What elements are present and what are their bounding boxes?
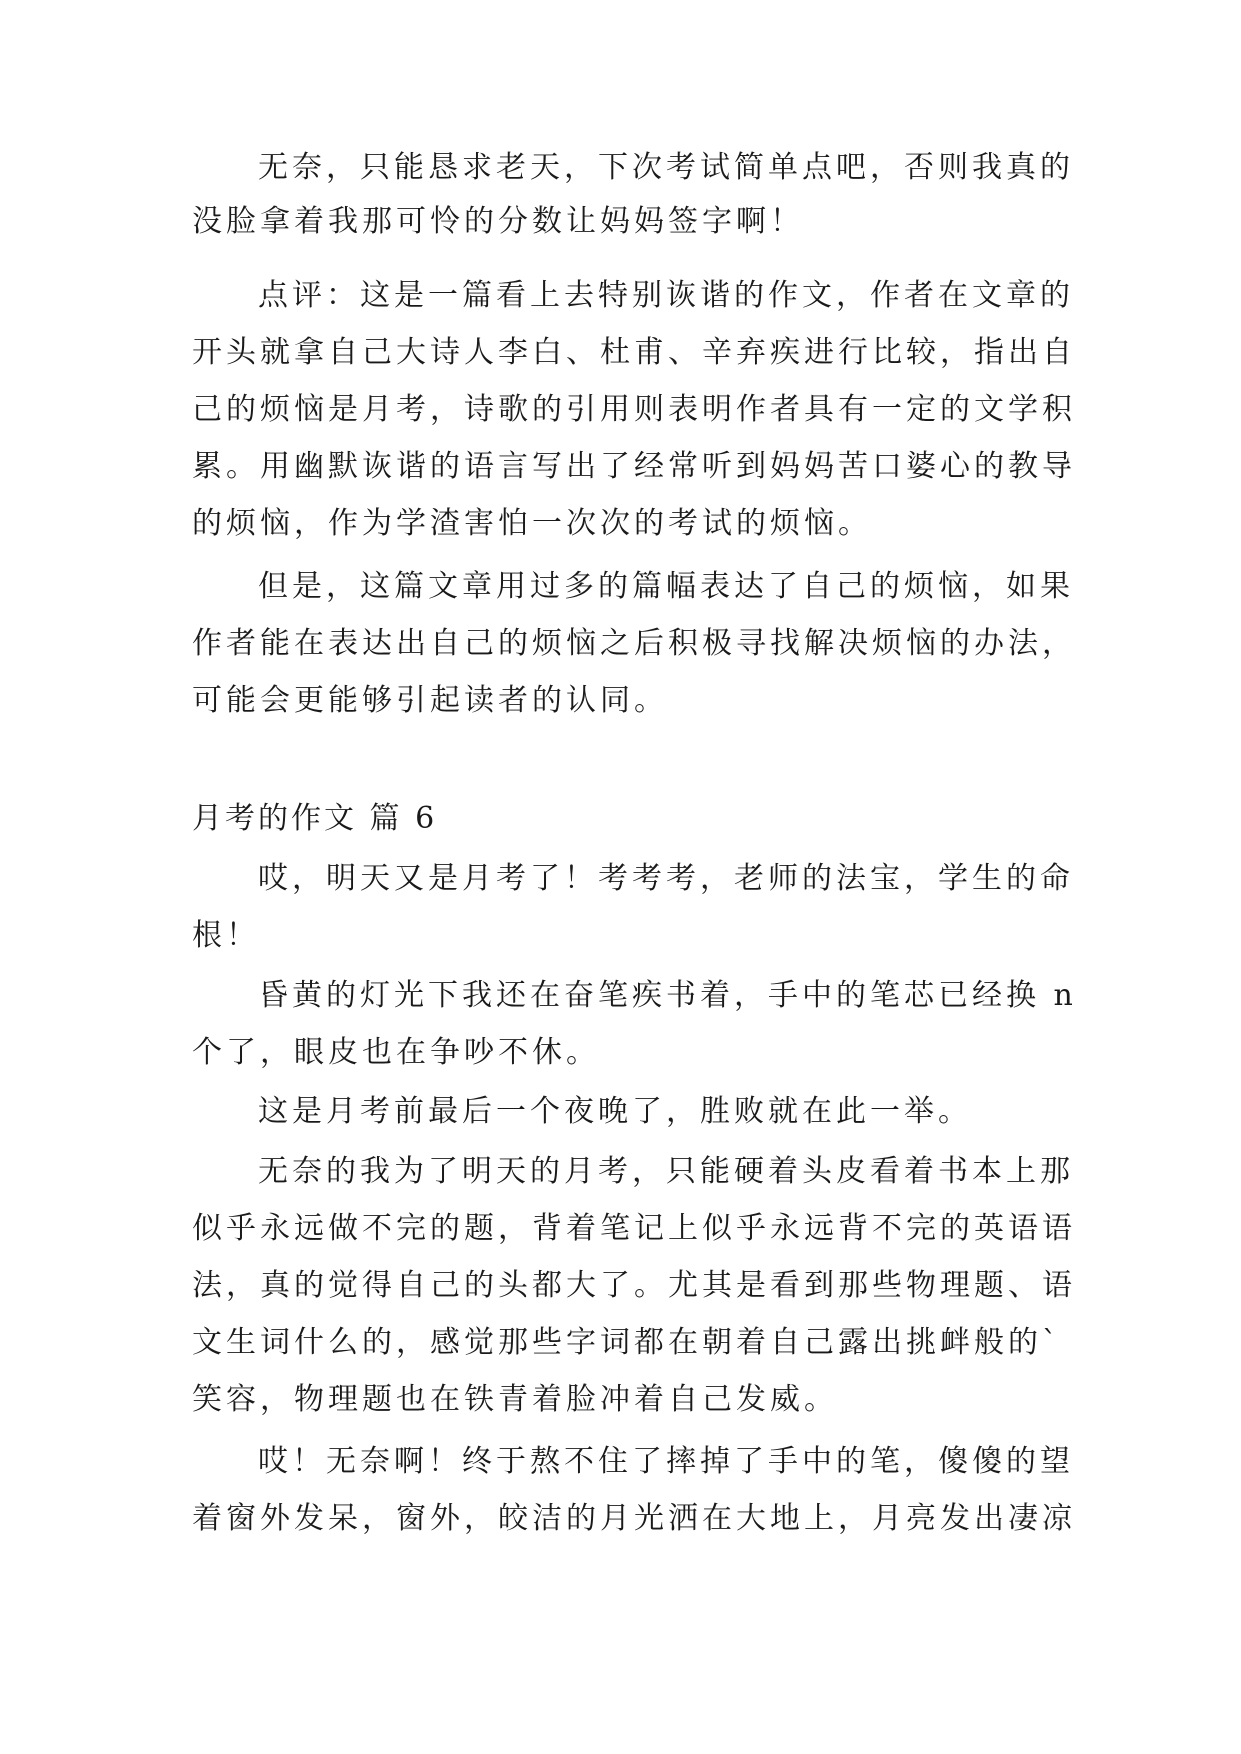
paragraph-line: 的烦恼，作为学渣害怕一次次的考试的烦恼。 bbox=[192, 506, 872, 541]
paragraph-line: 作者能在表达出自己的烦恼之后积极寻找解决烦恼的办法， bbox=[192, 626, 1076, 661]
paragraph-line: 个了，眼皮也在争吵不休。 bbox=[192, 1035, 600, 1070]
paragraph-line: 无奈的我为了明天的月考，只能硬着头皮看着书本上那 bbox=[258, 1154, 1074, 1189]
paragraph-line: 累。用幽默诙谐的语言写出了经常听到妈妈苦口婆心的教导 bbox=[192, 449, 1076, 484]
paragraph-line: 无奈，只能恳求老天，下次考试简单点吧，否则我真的 bbox=[258, 150, 1074, 185]
paragraph-line: 似乎永远做不完的题，背着笔记上似乎永远背不完的英语语 bbox=[192, 1211, 1076, 1246]
paragraph-line: 法，真的觉得自己的头都大了。尤其是看到那些物理题、语 bbox=[192, 1268, 1076, 1303]
paragraph-line: 文生词什么的，感觉那些字词都在朝着自己露出挑衅般的` bbox=[192, 1325, 1061, 1360]
paragraph-line: 这是月考前最后一个夜晚了，胜败就在此一举。 bbox=[258, 1094, 972, 1129]
section-heading: 月考的作文 篇 6 bbox=[192, 801, 438, 836]
paragraph-line: 着窗外发呆，窗外，皎洁的月光洒在大地上，月亮发出凄凉 bbox=[192, 1501, 1076, 1536]
paragraph-line: 哎！无奈啊！终于熬不住了摔掉了手中的笔，傻傻的望 bbox=[258, 1444, 1074, 1479]
paragraph-line: 哎，明天又是月考了！考考考，老师的法宝，学生的命 bbox=[258, 861, 1074, 896]
paragraph-line: 开头就拿自己大诗人李白、杜甫、辛弃疾进行比较，指出自 bbox=[192, 335, 1076, 370]
paragraph-line: 昏黄的灯光下我还在奋笔疾书着，手中的笔芯已经换 n bbox=[258, 978, 1077, 1013]
paragraph-line: 笑容，物理题也在铁青着脸冲着自己发威。 bbox=[192, 1382, 838, 1417]
paragraph-line: 根！ bbox=[192, 918, 260, 953]
paragraph-line: 点评：这是一篇看上去特别诙谐的作文，作者在文章的 bbox=[258, 278, 1074, 313]
paragraph-line: 但是，这篇文章用过多的篇幅表达了自己的烦恼，如果 bbox=[258, 569, 1074, 604]
paragraph-line: 可能会更能够引起读者的认同。 bbox=[192, 683, 668, 718]
paragraph-line: 没脸拿着我那可怜的分数让妈妈签字啊！ bbox=[192, 204, 804, 239]
paragraph-line: 己的烦恼是月考，诗歌的引用则表明作者具有一定的文学积 bbox=[192, 392, 1076, 427]
